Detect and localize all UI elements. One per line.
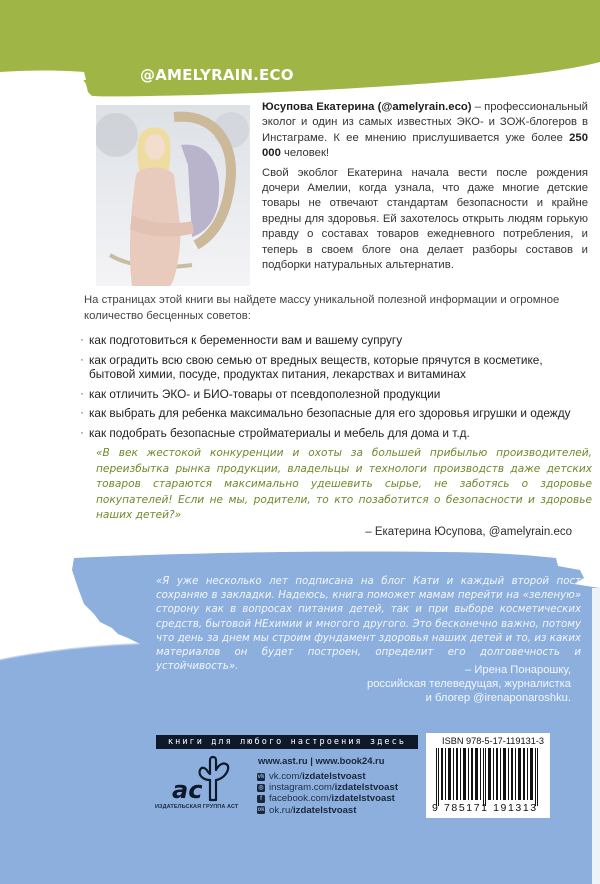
svg-text:ac: ac xyxy=(172,776,203,802)
social-link-odnoklassniki[interactable]: ok ok.ru/ izdatelstvoast xyxy=(257,804,357,816)
bio-paragraph-1: Юсупова Екатерина (@amelyrain.eco) – профессиональный эколог и один из самых известных ЭКО- и ЗОЖ-блогеров в Инстаграме. К ее мнению прислушивается уже более 250 000 человек! xyxy=(262,101,588,160)
vk-icon: vk xyxy=(257,773,265,780)
instagram-icon: ◎ xyxy=(258,784,264,791)
isbn-label: ISBN 978-5-17-119131-3 xyxy=(442,736,544,746)
isbn-barcode xyxy=(426,733,550,818)
publisher-websites[interactable]: www.ast.ru | www.book24.ru xyxy=(258,755,385,766)
tip-item: · как выбрать для ребенка максимально безопасные для его здоровья игрушки и одежду xyxy=(80,406,592,421)
social-link-instagram[interactable]: ◎ instagram.com/ izdatelstvoast xyxy=(258,782,399,794)
social-link-facebook[interactable]: f facebook.com/ izdatelstvoast xyxy=(257,793,398,804)
facebook-icon: f xyxy=(257,795,265,803)
social-link-vk[interactable]: vk vk.com/ izdatelstvoast xyxy=(257,771,366,782)
tip-item: · как подготовиться к беременности вам и вашему супругу xyxy=(80,333,592,348)
tip-item: · как отличить ЭКО- и БИО-товары от псевдополезной продукции xyxy=(80,387,592,402)
tip-item: · как подобрать безопасные стройматериалы и мебель для дома и т.д. xyxy=(80,426,592,441)
tip-item: · как оградить всю свою семью от вредных веществ, которые прячутся в косметике, бытовой химии, посуде, продуктах питания, лекарствах и витаминах xyxy=(80,353,592,382)
follower-count: 250 000 xyxy=(262,131,588,160)
author-quote: «В век жестокой конкуренции и охоты за большей прибылью производителей, переизбытка рынка продукции, владельцы и технологи производств даже детских товаров стараются максимально удешевить сырье, не заботясь о здоровье покупателей! Если не мы, родители, то кто позаботится о безопасности и здоровье наших детей?» xyxy=(96,447,592,522)
odnoklassniki-icon: ok xyxy=(257,807,265,814)
intro-text: На страницах этой книги вы найдете массу уникальной полезной информации и огромное количество бесценных советов: xyxy=(84,294,560,322)
author-quote-attribution: – Екатерина Юсупова, @amelyrain.eco xyxy=(365,526,572,538)
tips-list xyxy=(80,333,592,445)
ast-logo-icon xyxy=(170,754,240,802)
instagram-handle: @AMELYRAIN.ECO xyxy=(140,66,294,84)
barcode-icon xyxy=(436,748,542,806)
author-bio xyxy=(262,100,588,277)
bio-paragraph-2: Свой экоблог Екатерина начала вести после рождения дочери Амелии, когда узнала, что даже многие детские товары не отвечают стандартам безопасности и крайне вредны для здоровья. Ей захотелось открыть людям горькую правду о составах товаров ежедневного потребления, и теперь в своем блоге она делает разборы составов и подборки натуральных альтернатив. xyxy=(262,166,588,272)
author-name: Юсупова Екатерина (@amelyrain.eco) xyxy=(262,101,472,113)
publisher-caption: ИЗДАТЕЛЬСКАЯ ГРУППА АСТ xyxy=(155,804,239,810)
endorsement-attribution: – Ирена Понарошку, российская телеведущая, журналистка и блогер @irenaponaroshku. xyxy=(366,664,571,705)
isbn-digits: 9 785171 191313 xyxy=(432,802,538,814)
author-photo xyxy=(96,105,250,286)
header-brushstroke xyxy=(0,0,600,100)
publisher-slogan: книги для любого настроения здесь xyxy=(156,735,418,749)
endorsement-quote: «Я уже несколько лет подписана на блог Кати и каждый второй пост сохраняю в закладки. Надеюсь, книга поможет мамам перейти на «зеленую» сторону как в вопросах питания детей, так и при выборе косметических средств, бытовой НЕхимии и многого другого. Это бесконечно важно, потому что день за днем мы строим фундамент здоровья наших детей и то, из каких материалов он будет построен, определит его долговечность и устойчивость». xyxy=(156,576,581,673)
social-links xyxy=(257,771,398,816)
